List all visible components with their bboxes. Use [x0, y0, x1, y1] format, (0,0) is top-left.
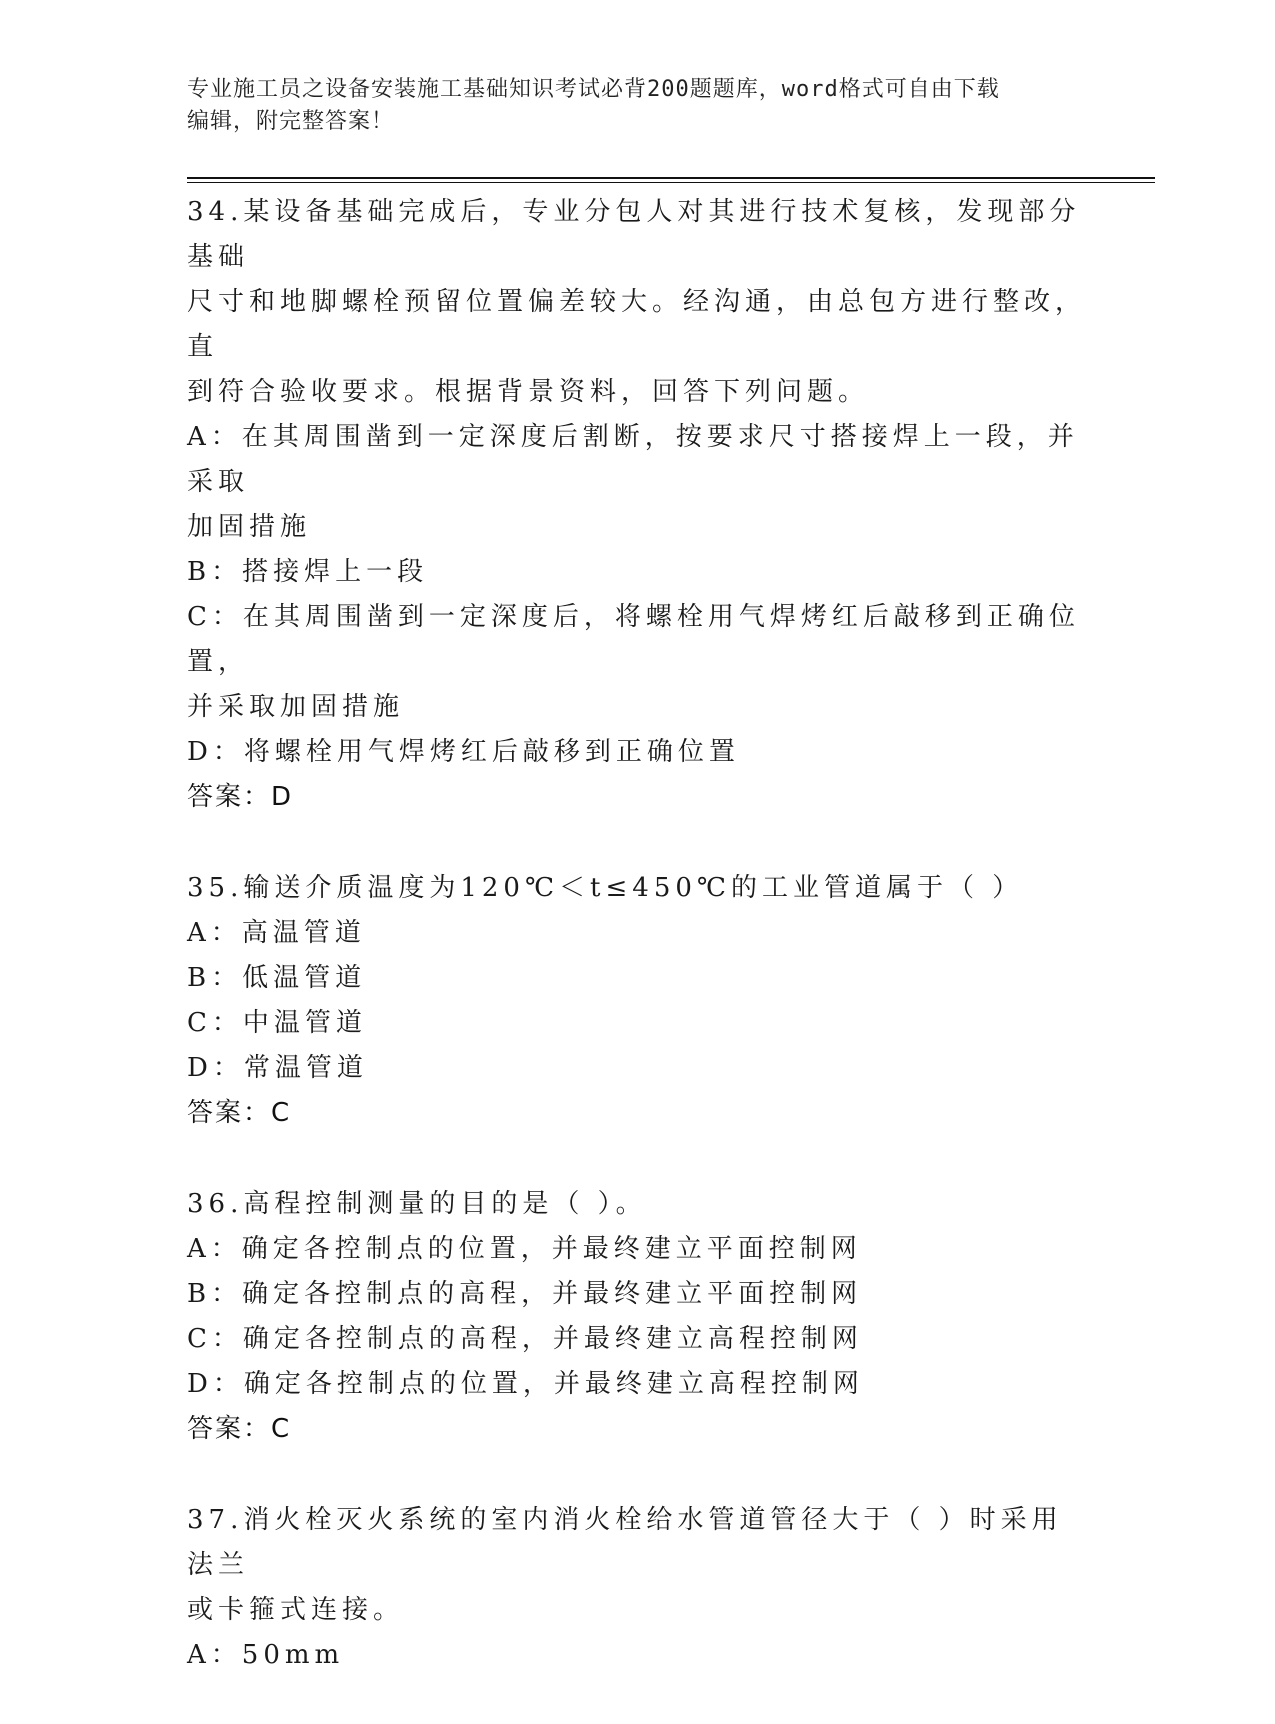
question-block	[187, 190, 1087, 820]
answer-option-line: A：在其周围凿到一定深度后割断，按要求尺寸搭接焊上一段，并采取	[187, 422, 1079, 497]
answer-option-line: A：高温管道	[187, 918, 366, 948]
answer-option-line: A：确定各控制点的位置，并最终建立平面控制网	[187, 1234, 862, 1264]
answer-option-line: D：常温管道	[187, 1053, 368, 1083]
answer-option-line: D：将螺栓用气焊烤红后敲移到正确位置	[187, 737, 740, 767]
answer-option-line: B：低温管道	[187, 963, 367, 993]
answer-option-line: A：50mm	[187, 1640, 345, 1670]
header-line-2: 编辑，附完整答案！	[187, 109, 395, 134]
question-stem-line: 36.高程控制测量的目的是（ ）。	[187, 1189, 647, 1219]
answer-key: 答案：C	[187, 1414, 292, 1444]
question-stem-line: 37.消火栓灭火系统的室内消火栓给水管道管径大于（ ）时采用法兰	[187, 1505, 1063, 1580]
question-block	[187, 866, 1087, 1136]
answer-option-line: C：在其周围凿到一定深度后，将螺栓用气焊烤红后敲移到正确位置，	[187, 602, 1080, 677]
question-block	[187, 1182, 1087, 1452]
question-block	[187, 1498, 1087, 1678]
question-stem-line: 35.输送介质温度为120℃＜t≤450℃的工业管道属于（ ）	[187, 873, 1024, 903]
answer-option-line: 加固措施	[187, 512, 312, 542]
question-stem-line: 34.某设备基础完成后，专业分包人对其进行技术复核，发现部分基础	[187, 197, 1081, 272]
answer-option-line: B：确定各控制点的高程，并最终建立平面控制网	[187, 1279, 863, 1309]
answer-key: 答案：C	[187, 1098, 292, 1128]
answer-option-line: C：中温管道	[187, 1008, 367, 1038]
answer-option-line: B：搭接焊上一段	[187, 557, 429, 587]
question-list	[187, 190, 1087, 1724]
question-stem-line: 到符合验收要求。根据背景资料，回答下列问题。	[187, 377, 870, 407]
answer-key: 答案：D	[187, 782, 294, 812]
answer-option-line: D：确定各控制点的位置，并最终建立高程控制网	[187, 1369, 864, 1399]
header-line-1: 专业施工员之设备安装施工基础知识考试必背200题题库，word格式可自由下载	[187, 77, 1000, 102]
question-stem-line: 尺寸和地脚螺栓预留位置偏差较大。经沟通，由总包方进行整改，直	[187, 287, 1087, 362]
answer-option-line: C：确定各控制点的高程，并最终建立高程控制网	[187, 1324, 863, 1354]
question-stem-line: 或卡箍式连接。	[187, 1595, 405, 1625]
answer-option-line: 并采取加固措施	[187, 692, 405, 722]
header-divider-thin	[187, 182, 1155, 183]
header-divider-thick	[187, 177, 1155, 179]
document-header	[187, 74, 1067, 138]
